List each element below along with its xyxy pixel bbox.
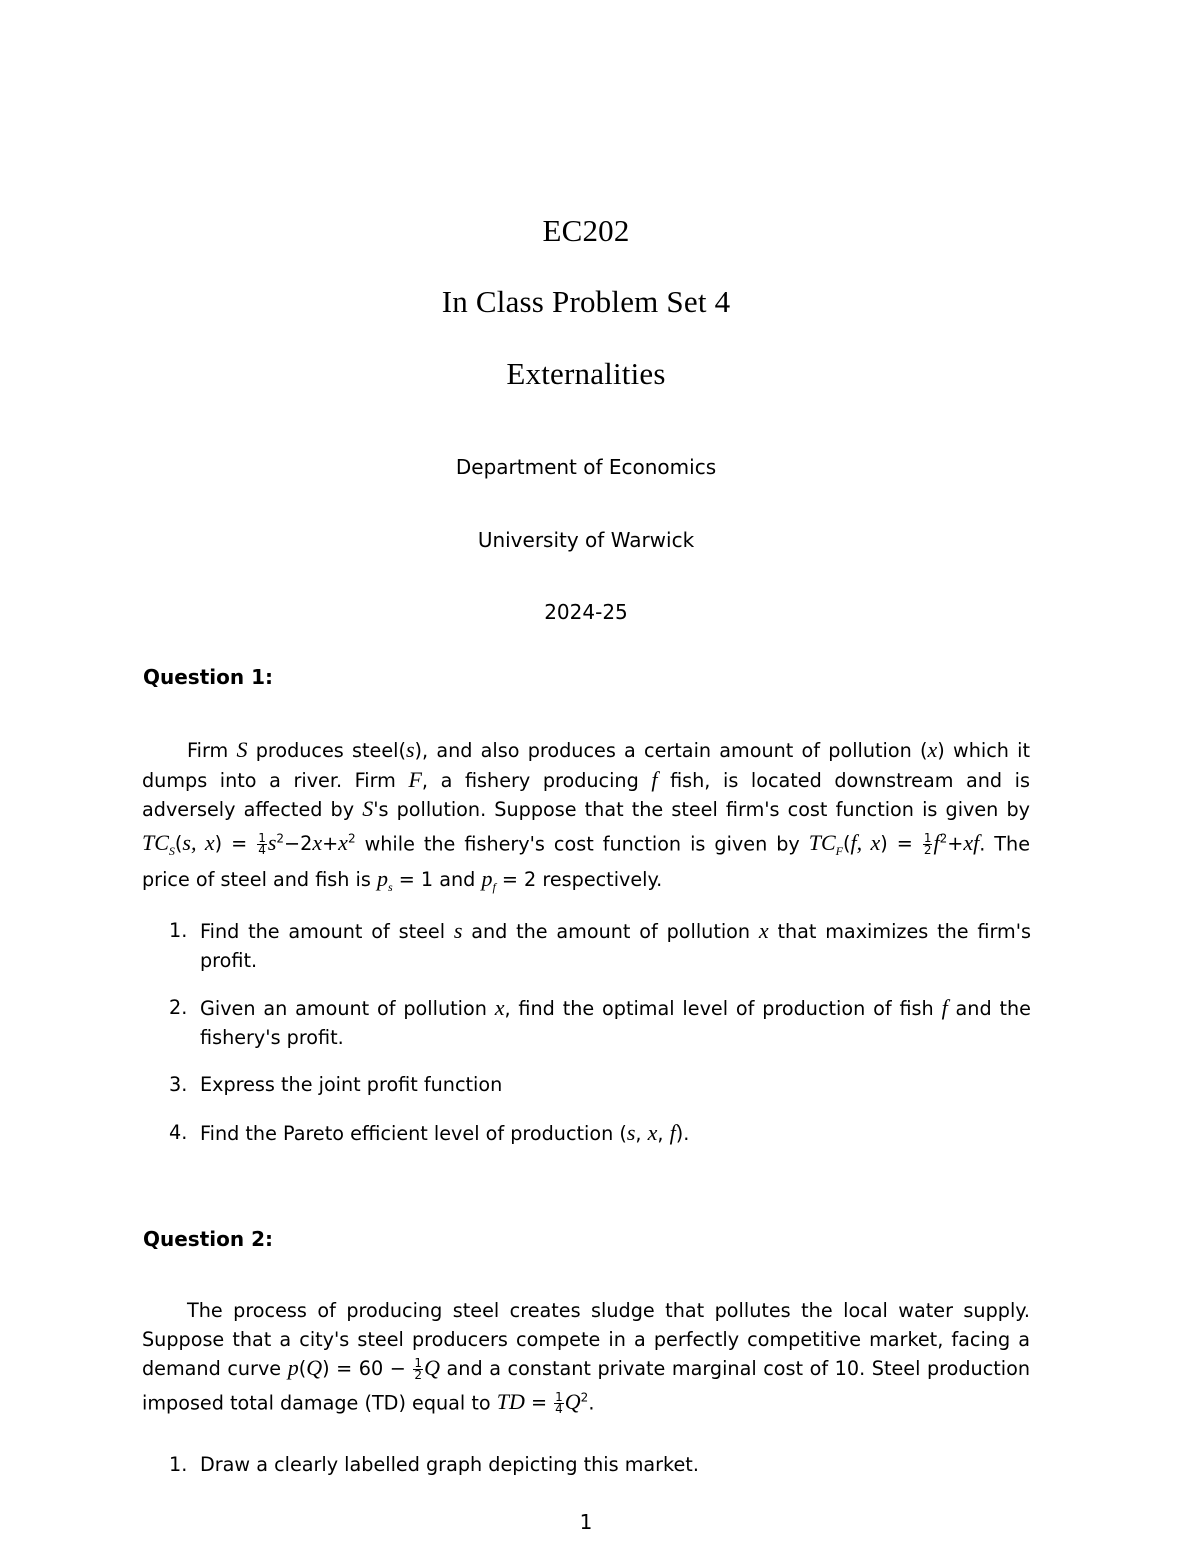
academic-year: 2024-25 [544,600,628,624]
page-number: 1 [579,1510,593,1534]
problem-set-title: In Class Problem Set 4 [441,284,731,319]
list-item: 4. Find the Pareto efficient level of production (s, x, f). [169,1119,690,1145]
list-item: 1. Find the amount of steel s and the amount of pollution x that maximizes the firm's profit. [169,918,1031,972]
steel-cost-function: $TC_S(s$, x) = $\frac{1}{4}$ $s^2-2x+x^2$ [142,829,356,858]
list-item: 3. Express the joint profit function [169,1073,503,1096]
question-2-heading: Question 2: [143,1227,273,1251]
demand-curve: p(Q) = 60 − $\frac{1}{2}$ Q [287,1355,440,1382]
course-code: EC202 [542,213,630,248]
question-1-list [165,917,1031,1148]
question-2-text: The process of producing steel creates sludge that pollutes the local water supply. Suppose that a city's steel producers compete in a perfectly competitive market, facing a demand curve p(Q) = 60 − $\frac{1}{2}$ Q and a constant private marginal cost of 10. Steel production imposed total damage (TD) equal to TD = $\frac{1}{4}$ $Q^2$. [142,1299,1031,1416]
question-1-heading: Question 1: [143,665,273,689]
list-item: 2. Given an amount of pollution x, find the optimal level of production of fish f and the fishery's profit. [169,995,1031,1049]
question-2-list [165,1451,1031,1480]
fishery-cost-function: $TC_F(f$, x) = $\frac{1}{2}$ $f^2+xf$ [808,829,980,858]
topic-title: Externalities [506,356,666,391]
list-item: 1. Draw a clearly labelled graph depicting this market. [169,1453,699,1476]
total-damage-function: TD = $\frac{1}{4}$ $Q^2$ [496,1388,589,1416]
university: University of Warwick [477,528,695,552]
question-1-text: Firm S produces steel(s), and also produces a certain amount of pollution (x) which it dumps into a river. Firm F, a fishery producing f fish, is located downstream and is adversely affected by S's pollution. Suppose that the steel firm's cost function is given by $TC_S(s$, x) = $\frac{1}{4}$ $s^2-2x+x^2$ while the fishery's cost function is given by $TC_F(f$, x) = $\frac{1}{2}$ $f^2+xf$. The price of steel and fish is $p_s = 1$ and $p_f = 2$ respectively. [142,737,1030,895]
department: Department of Economics [455,455,717,479]
